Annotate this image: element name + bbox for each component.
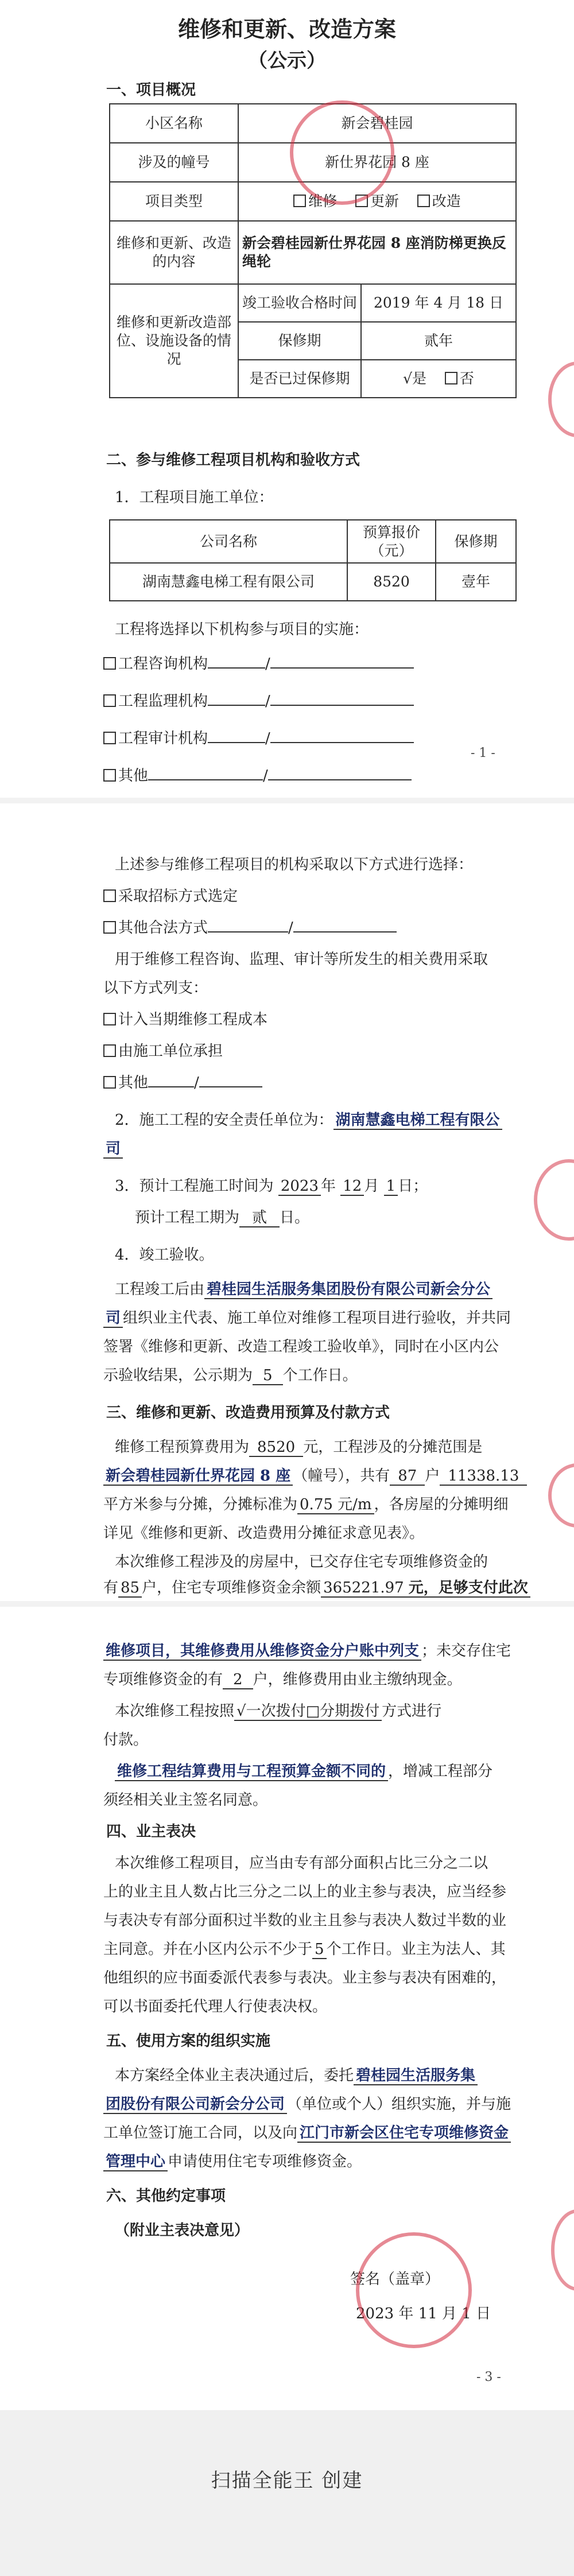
budget-amount: 8520	[347, 563, 436, 601]
checkbox	[293, 195, 306, 207]
check-mark: √	[403, 370, 413, 387]
cell-value: 新会碧桂园新仕界花园 8 座消防梯更换反绳轮	[238, 221, 516, 284]
budget-line-4: 详见《维修和更新、改造费用分摊征求意见表》。	[103, 1525, 425, 1542]
option-label: 更新	[370, 193, 399, 209]
page-number: - 1 -	[471, 746, 495, 760]
cell-label: 小区名称	[110, 104, 238, 143]
official-seal	[290, 100, 394, 205]
cell-label: 维修和更新改造部位、设施设备的情况	[110, 284, 238, 398]
document-page-3	[0, 1607, 574, 2410]
payment-line-6: 须经相关业主签名同意。	[103, 1792, 268, 1809]
acceptance-line-4: 示验收结果，公示期为 5 个工作日。	[103, 1367, 358, 1384]
vote-line: 他组织的应书面委派代表参与表决。业主参与表决有困难的，	[103, 1969, 507, 1987]
option-line: 采取招标方式选定	[103, 887, 238, 906]
impl-line-1: 本方案经全体业主表决通过后，委托 碧桂园生活服务集	[115, 2066, 478, 2085]
safety-line: 2．施工工程的安全责任单位为： 湖南慧鑫电梯工程有限公	[115, 1110, 502, 1130]
cell-value: 2019 年 4 月 18 日	[361, 284, 516, 322]
choose-text: 工程将选择以下机构参与项目的实施：	[115, 621, 369, 638]
cell-value: 贰年	[361, 322, 516, 360]
section-1-heading: 一、项目概况	[106, 81, 196, 99]
warranty-period: 壹年	[436, 563, 516, 601]
cell-label: 涉及的幢号	[110, 143, 238, 182]
acceptance-line-1: 工程竣工后由 碧桂园生活服务集团股份有限公司新会分公	[115, 1280, 492, 1299]
section-6-heading: 六、其他约定事项	[106, 2188, 226, 2205]
option-line: 计入当期维修工程成本	[103, 1010, 267, 1029]
document-page-1	[0, 0, 574, 798]
official-seal	[356, 2232, 472, 2348]
vote-line: 主同意。并在小区内公示不少于 5 个工作日。业主为法人、其	[103, 1941, 506, 1958]
edge-seal	[548, 1463, 574, 1528]
option-label: 改造	[432, 193, 461, 209]
payment-line-4: 付款。	[103, 1731, 149, 1749]
checkbox	[417, 195, 430, 207]
scanner-brand: 扫描全能王 创建	[211, 2469, 363, 2492]
section-4-heading: 四、业主表决	[106, 1823, 196, 1840]
company-name: 湖南慧鑫电梯工程有限公司	[110, 563, 347, 601]
budget-line-3: 平方米参与分摊，分摊标准为 0.75 元/m ，各房屋的分摊明细	[103, 1496, 509, 1513]
cell-label: 保修期	[238, 322, 361, 360]
vote-line: 与表决专有部分面积过半数的业主且参与表决人数过半数的业	[103, 1912, 507, 1929]
org-line-3: 工程审计机构 /	[103, 729, 414, 748]
scanner-footer	[0, 2410, 574, 2576]
page-gap	[0, 798, 574, 803]
budget-line-1: 维修工程预算费用为 8520 元，工程涉及的分摊范围是	[115, 1439, 483, 1456]
cell-label: 是否已过保修期	[238, 360, 361, 398]
payment-line-1: 维修项目，其维修费用从维修资金分户账中列支 ；未交存住宅	[103, 1641, 511, 1661]
contractor-table	[109, 519, 517, 601]
org-line-1: 工程咨询机构 /	[103, 654, 414, 674]
section-2-heading: 二、参与维修工程项目机构和验收方式	[106, 452, 360, 469]
document-page-2	[0, 803, 574, 1601]
option-line: 其他合法方式 /	[103, 918, 397, 938]
acceptance-title: 4．竣工验收。	[115, 1246, 214, 1264]
doc-subtitle: （公示）	[248, 49, 326, 72]
acceptance-line-3: 签署《维修和更新、改造工程竣工验收单》，同时在小区内公	[103, 1338, 499, 1355]
impl-line-4: 管理中心 申请使用住宅专项维修资金。	[103, 2152, 362, 2171]
budget-line-2: 新会碧桂园新仕界花园 8 座 （幢号），共有 87 户 11338.13	[103, 1466, 527, 1486]
cell-label: 维修和更新、改造的内容	[110, 221, 238, 284]
option-label: 是	[412, 370, 427, 387]
budget-line-6: 有 85 户，住宅专项维修资金余额 365221.97 元，足够支付此次	[103, 1578, 530, 1598]
payment-line-5: 维修工程结算费用与工程预算金额不同的 ，增减工程部分	[115, 1762, 492, 1781]
doc-title: 维修和更新、改造方案	[177, 16, 396, 42]
option-line: 由施工单位承担	[103, 1042, 223, 1061]
text-line: 以下方式列支：	[103, 980, 208, 997]
acceptance-line-2: 司 组织业主代表、施工单位对维修工程项目进行验收，并共同	[103, 1308, 511, 1328]
text-line: 上述参与维修工程项目的机构采取以下方式进行选择：	[115, 856, 474, 873]
org-line-4: 其他 /	[103, 766, 412, 786]
duration-line: 预计工程工期为 贰 日。	[135, 1209, 310, 1226]
payment-line-2: 专项维修资金的有 2 户，维修费用由业主缴纳现金。	[103, 1671, 462, 1688]
header-company: 公司名称	[110, 520, 347, 563]
vote-line: 上的业主且人数占比三分之二以上的业主参与表决，应当经参	[103, 1883, 507, 1901]
cell-label: 竣工验收合格时间	[238, 284, 361, 322]
safety-line-cont: 司	[103, 1139, 123, 1159]
header-budget: 预算报价 （元）	[347, 520, 436, 563]
impl-line-3: 工单位签订施工合同，以及向 江门市新会区住宅专项维修资金	[103, 2123, 511, 2143]
budget-line-5: 本次维修工程涉及的房屋中，已交存住宅专项维修资金的	[115, 1553, 488, 1571]
vote-line: 可以书面委托代理人行使表决权。	[103, 1998, 328, 2015]
section-3-heading: 三、维修和更新、改造费用预算及付款方式	[106, 1404, 390, 1421]
text-line: 用于维修工程咨询、监理、审计等所发生的相关费用采取	[115, 951, 488, 968]
edge-seal	[534, 1159, 574, 1241]
cell-value: 新会碧桂园	[238, 104, 516, 143]
sign-date: 2023 年 11 月 1 日	[356, 2305, 491, 2322]
attachment-note: （附业主表决意见）	[115, 2222, 250, 2239]
item-1: 1．工程项目施工单位：	[115, 489, 274, 506]
period-line: 3．预计工程施工时间为 2023 年 12 月 1 日；	[115, 1178, 428, 1195]
section-5-heading: 五、使用方案的组织实施	[106, 2033, 271, 2050]
org-line-2: 工程监理机构 /	[103, 691, 414, 711]
edge-seal	[551, 2209, 574, 2291]
cell-label: 项目类型	[110, 182, 238, 221]
page-gap	[0, 1601, 574, 1607]
cell-value: 新仕界花园 8 座	[238, 143, 516, 182]
checkbox	[445, 372, 457, 384]
warranty-expired-options	[361, 360, 516, 398]
vote-line: 本次维修工程项目，应当由专有部分面积占比三分之二以	[115, 1855, 488, 1872]
payment-line-3: 本次维修工程按照 √一次拨付□分期拨付 方式进行	[115, 1703, 442, 1720]
option-label: 维修	[308, 193, 338, 209]
edge-seal	[548, 362, 574, 437]
header-warranty: 保修期	[436, 520, 516, 563]
page-number: - 3 -	[476, 2370, 501, 2384]
option-line: 其他 /	[103, 1073, 262, 1093]
signature-label: 签名（盖章）	[350, 2271, 440, 2288]
impl-line-2: 团股份有限公司新会分公司 （单位或个人）组织实施，并与施	[103, 2095, 511, 2114]
option-label: 否	[459, 370, 474, 387]
